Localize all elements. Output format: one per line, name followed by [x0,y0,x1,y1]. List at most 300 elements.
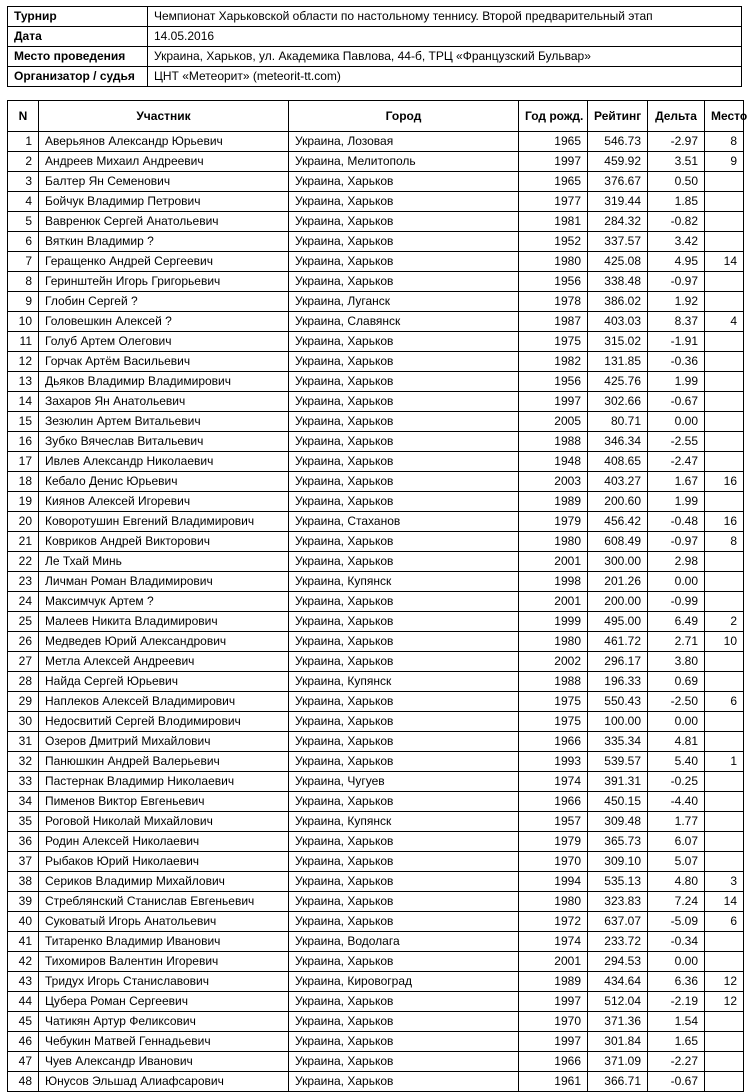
cell-participant: Аверьянов Александр Юрьевич [39,132,289,152]
cell-birth-year: 2001 [519,592,588,612]
cell-rating: 608.49 [588,532,648,552]
cell-birth-year: 1972 [519,912,588,932]
cell-birth-year: 2001 [519,552,588,572]
cell-delta: 0.00 [648,572,705,592]
cell-number: 36 [8,832,39,852]
table-row [8,552,744,572]
table-row [8,972,744,992]
cell-number: 35 [8,812,39,832]
cell-rating: 338.48 [588,272,648,292]
cell-place: 14 [705,252,744,272]
info-row-venue [8,47,742,67]
table-row [8,372,744,392]
cell-rating: 366.71 [588,1072,648,1092]
cell-birth-year: 1997 [519,392,588,412]
cell-delta: 6.07 [648,832,705,852]
cell-participant: Дьяков Владимир Владимирович [39,372,289,392]
cell-city: Украина, Харьков [289,732,519,752]
cell-city: Украина, Харьков [289,1072,519,1092]
cell-delta: 5.40 [648,752,705,772]
cell-city: Украина, Харьков [289,432,519,452]
cell-delta: 2.71 [648,632,705,652]
cell-number: 17 [8,452,39,472]
cell-place: 10 [705,632,744,652]
cell-place: 16 [705,472,744,492]
cell-city: Украина, Харьков [289,412,519,432]
cell-participant: Панюшкин Андрей Валерьевич [39,752,289,772]
cell-participant: Наплеков Алексей Владимирович [39,692,289,712]
cell-participant: Малеев Никита Владимирович [39,612,289,632]
cell-rating: 425.08 [588,252,648,272]
cell-place: 12 [705,972,744,992]
table-row [8,672,744,692]
cell-place [705,492,744,512]
cell-number: 16 [8,432,39,452]
cell-city: Украина, Харьков [289,552,519,572]
cell-place [705,192,744,212]
cell-rating: 284.32 [588,212,648,232]
cell-participant: Ле Тхай Минь [39,552,289,572]
cell-birth-year: 1997 [519,992,588,1012]
cell-city: Украина, Харьков [289,592,519,612]
cell-city: Украина, Харьков [289,892,519,912]
cell-birth-year: 1978 [519,292,588,312]
cell-place [705,1072,744,1092]
cell-rating: 408.65 [588,452,648,472]
cell-rating: 200.60 [588,492,648,512]
cell-city: Украина, Харьков [289,752,519,772]
cell-birth-year: 1988 [519,672,588,692]
cell-rating: 302.66 [588,392,648,412]
cell-delta: 5.07 [648,852,705,872]
cell-place: 8 [705,132,744,152]
cell-rating: 309.10 [588,852,648,872]
cell-participant: Геращенко Андрей Сергеевич [39,252,289,272]
cell-participant: Зубко Вячеслав Витальевич [39,432,289,452]
cell-rating: 459.92 [588,152,648,172]
cell-delta: -2.19 [648,992,705,1012]
cell-participant: Балтер Ян Семенович [39,172,289,192]
cell-birth-year: 1974 [519,932,588,952]
results-header-row [8,101,744,132]
cell-delta: -0.67 [648,1072,705,1092]
cell-place [705,552,744,572]
table-row [8,312,744,332]
cell-place [705,652,744,672]
tournament-info-body [8,7,742,87]
cell-participant: Пастернак Владимир Николаевич [39,772,289,792]
cell-place: 3 [705,872,744,892]
cell-rating: 371.36 [588,1012,648,1032]
cell-delta: -2.55 [648,432,705,452]
cell-birth-year: 1989 [519,972,588,992]
table-row [8,412,744,432]
cell-number: 40 [8,912,39,932]
table-row [8,1012,744,1032]
cell-delta: -2.27 [648,1052,705,1072]
cell-participant: Ивлев Александр Николаевич [39,452,289,472]
cell-number: 30 [8,712,39,732]
table-row [8,192,744,212]
table-row [8,652,744,672]
cell-participant: Озеров Дмитрий Михайлович [39,732,289,752]
cell-participant: Тридух Игорь Станиславович [39,972,289,992]
cell-participant: Вяткин Владимир ? [39,232,289,252]
cell-birth-year: 1966 [519,732,588,752]
cell-delta: 1.77 [648,812,705,832]
cell-number: 48 [8,1072,39,1092]
cell-rating: 434.64 [588,972,648,992]
cell-city: Украина, Харьков [289,332,519,352]
cell-birth-year: 1980 [519,532,588,552]
table-row [8,912,744,932]
table-row [8,812,744,832]
cell-place [705,412,744,432]
cell-birth-year: 1977 [519,192,588,212]
cell-participant: Сериков Владимир Михайлович [39,872,289,892]
cell-city: Украина, Харьков [289,452,519,472]
cell-place [705,452,744,472]
cell-number: 42 [8,952,39,972]
cell-birth-year: 1975 [519,692,588,712]
cell-birth-year: 1966 [519,1052,588,1072]
cell-delta: -2.50 [648,692,705,712]
cell-number: 27 [8,652,39,672]
cell-place [705,952,744,972]
cell-place [705,792,744,812]
cell-rating: 294.53 [588,952,648,972]
cell-city: Украина, Харьков [289,652,519,672]
table-row [8,752,744,772]
cell-delta: 3.80 [648,652,705,672]
cell-delta: -0.99 [648,592,705,612]
table-row [8,212,744,232]
info-row-organizer [8,67,742,87]
table-row [8,432,744,452]
col-header-delta: Дельта [648,101,705,132]
cell-participant: Горчак Артём Васильевич [39,352,289,372]
cell-place [705,432,744,452]
info-label-venue: Место проведения [8,47,148,67]
cell-participant: Коворотушин Евгений Владимирович [39,512,289,532]
cell-delta: 1.67 [648,472,705,492]
cell-birth-year: 2005 [519,412,588,432]
info-label-date: Дата [8,27,148,47]
cell-participant: Рыбаков Юрий Николаевич [39,852,289,872]
cell-participant: Юнусов Эльшад Алиафсарович [39,1072,289,1092]
table-row [8,512,744,532]
cell-number: 34 [8,792,39,812]
cell-birth-year: 1981 [519,212,588,232]
cell-rating: 535.13 [588,872,648,892]
cell-city: Украина, Харьков [289,352,519,372]
table-row [8,892,744,912]
cell-rating: 315.02 [588,332,648,352]
cell-participant: Стреблянский Станислав Евгеньевич [39,892,289,912]
cell-delta: 3.51 [648,152,705,172]
table-row [8,572,744,592]
cell-number: 12 [8,352,39,372]
cell-number: 23 [8,572,39,592]
cell-number: 24 [8,592,39,612]
cell-rating: 539.57 [588,752,648,772]
cell-city: Украина, Харьков [289,492,519,512]
info-row-tournament [8,7,742,27]
cell-rating: 637.07 [588,912,648,932]
cell-participant: Зезюлин Артем Витальевич [39,412,289,432]
cell-birth-year: 1980 [519,632,588,652]
table-row [8,1032,744,1052]
cell-place [705,772,744,792]
cell-number: 8 [8,272,39,292]
cell-place [705,732,744,752]
cell-place [705,392,744,412]
cell-participant: Захаров Ян Анатольевич [39,392,289,412]
cell-rating: 309.48 [588,812,648,832]
cell-city: Украина, Харьков [289,852,519,872]
cell-number: 45 [8,1012,39,1032]
cell-birth-year: 1987 [519,312,588,332]
cell-city: Украина, Купянск [289,572,519,592]
table-row [8,1072,744,1092]
info-row-date [8,27,742,47]
cell-rating: 456.42 [588,512,648,532]
table-row [8,852,744,872]
cell-delta: -1.91 [648,332,705,352]
cell-participant: Медведев Юрий Александрович [39,632,289,652]
cell-birth-year: 1979 [519,512,588,532]
table-row [8,332,744,352]
cell-birth-year: 1989 [519,492,588,512]
cell-participant: Чуев Александр Иванович [39,1052,289,1072]
table-row [8,712,744,732]
cell-birth-year: 1997 [519,1032,588,1052]
cell-rating: 403.03 [588,312,648,332]
cell-delta: 2.98 [648,552,705,572]
table-row [8,732,744,752]
cell-city: Украина, Стаханов [289,512,519,532]
cell-city: Украина, Харьков [289,612,519,632]
cell-number: 33 [8,772,39,792]
cell-city: Украина, Харьков [289,212,519,232]
col-header-birth-year: Год рожд. [519,101,588,132]
cell-place: 6 [705,692,744,712]
cell-delta: 4.95 [648,252,705,272]
cell-city: Украина, Водолага [289,932,519,952]
cell-number: 6 [8,232,39,252]
cell-participant: Вавренюк Сергей Анатольевич [39,212,289,232]
cell-delta: -0.82 [648,212,705,232]
table-row [8,272,744,292]
cell-number: 37 [8,852,39,872]
cell-participant: Геринштейн Игорь Григорьевич [39,272,289,292]
cell-delta: 1.99 [648,372,705,392]
cell-number: 15 [8,412,39,432]
cell-place [705,932,744,952]
cell-delta: -0.97 [648,272,705,292]
cell-rating: 201.26 [588,572,648,592]
cell-rating: 296.17 [588,652,648,672]
cell-city: Украина, Харьков [289,372,519,392]
cell-city: Украина, Лозовая [289,132,519,152]
cell-delta: 1.99 [648,492,705,512]
cell-birth-year: 1957 [519,812,588,832]
cell-city: Украина, Харьков [289,832,519,852]
cell-place: 16 [705,512,744,532]
table-row [8,292,744,312]
cell-rating: 550.43 [588,692,648,712]
cell-rating: 196.33 [588,672,648,692]
cell-birth-year: 1993 [519,752,588,772]
cell-place [705,232,744,252]
cell-participant: Головешкин Алексей ? [39,312,289,332]
cell-number: 43 [8,972,39,992]
table-row [8,932,744,952]
cell-rating: 546.73 [588,132,648,152]
col-header-rating: Рейтинг [588,101,648,132]
cell-delta: 6.36 [648,972,705,992]
cell-birth-year: 1956 [519,272,588,292]
cell-birth-year: 1975 [519,332,588,352]
cell-place [705,592,744,612]
cell-rating: 425.76 [588,372,648,392]
cell-place: 6 [705,912,744,932]
cell-rating: 301.84 [588,1032,648,1052]
cell-place [705,212,744,232]
cell-rating: 346.34 [588,432,648,452]
cell-city: Украина, Мелитополь [289,152,519,172]
cell-number: 44 [8,992,39,1012]
cell-number: 32 [8,752,39,772]
cell-place [705,272,744,292]
table-row [8,632,744,652]
table-row [8,952,744,972]
cell-delta: 0.00 [648,952,705,972]
cell-city: Украина, Харьков [289,1032,519,1052]
cell-rating: 335.34 [588,732,648,752]
cell-birth-year: 1980 [519,892,588,912]
cell-participant: Недосвитий Сергей Влодимирович [39,712,289,732]
cell-participant: Родин Алексей Николаевич [39,832,289,852]
cell-place: 9 [705,152,744,172]
cell-birth-year: 1999 [519,612,588,632]
cell-birth-year: 1966 [519,792,588,812]
cell-participant: Найда Сергей Юрьевич [39,672,289,692]
cell-birth-year: 1998 [519,572,588,592]
cell-birth-year: 1961 [519,1072,588,1092]
cell-place [705,1032,744,1052]
results-table [7,100,747,1092]
cell-participant: Киянов Алексей Игоревич [39,492,289,512]
cell-number: 22 [8,552,39,572]
cell-number: 38 [8,872,39,892]
table-row [8,792,744,812]
cell-place [705,832,744,852]
cell-birth-year: 1948 [519,452,588,472]
cell-number: 9 [8,292,39,312]
cell-delta: 0.00 [648,412,705,432]
cell-number: 10 [8,312,39,332]
cell-delta: 1.65 [648,1032,705,1052]
cell-city: Украина, Харьков [289,192,519,212]
cell-delta: 7.24 [648,892,705,912]
cell-place [705,672,744,692]
cell-birth-year: 1980 [519,252,588,272]
cell-place: 14 [705,892,744,912]
cell-delta: 3.42 [648,232,705,252]
cell-birth-year: 1970 [519,852,588,872]
cell-number: 29 [8,692,39,712]
cell-number: 20 [8,512,39,532]
cell-place: 8 [705,532,744,552]
cell-place [705,1052,744,1072]
cell-participant: Суковатый Игорь Анатольевич [39,912,289,932]
cell-participant: Андреев Михаил Андреевич [39,152,289,172]
cell-delta: 4.80 [648,872,705,892]
cell-birth-year: 1975 [519,712,588,732]
cell-participant: Ковриков Андрей Викторович [39,532,289,552]
cell-city: Украина, Харьков [289,272,519,292]
info-value-date: 14.05.2016 [148,27,742,47]
col-header-participant: Участник [39,101,289,132]
table-row [8,992,744,1012]
table-row [8,232,744,252]
cell-rating: 450.15 [588,792,648,812]
table-row [8,772,744,792]
cell-rating: 323.83 [588,892,648,912]
cell-delta: 0.00 [648,712,705,732]
table-row [8,172,744,192]
cell-rating: 512.04 [588,992,648,1012]
cell-delta: 6.49 [648,612,705,632]
cell-number: 21 [8,532,39,552]
cell-birth-year: 1965 [519,172,588,192]
cell-city: Украина, Купянск [289,672,519,692]
cell-rating: 319.44 [588,192,648,212]
cell-birth-year: 2001 [519,952,588,972]
table-row [8,352,744,372]
cell-participant: Титаренко Владимир Иванович [39,932,289,952]
cell-participant: Роговой Николай Михайлович [39,812,289,832]
cell-delta: 1.54 [648,1012,705,1032]
cell-city: Украина, Харьков [289,1052,519,1072]
table-row [8,492,744,512]
cell-place [705,172,744,192]
cell-number: 7 [8,252,39,272]
cell-delta: -4.40 [648,792,705,812]
cell-number: 5 [8,212,39,232]
cell-place [705,852,744,872]
cell-birth-year: 1956 [519,372,588,392]
cell-participant: Цубера Роман Сергеевич [39,992,289,1012]
cell-participant: Чебукин Матвей Геннадьевич [39,1032,289,1052]
cell-rating: 391.31 [588,772,648,792]
info-label-tournament: Турнир [8,7,148,27]
cell-number: 41 [8,932,39,952]
cell-city: Украина, Харьков [289,952,519,972]
table-row [8,392,744,412]
cell-city: Украина, Харьков [289,792,519,812]
cell-number: 13 [8,372,39,392]
cell-place [705,372,744,392]
table-row [8,252,744,272]
cell-rating: 80.71 [588,412,648,432]
tournament-info-table [7,6,742,87]
cell-participant: Метла Алексей Андреевич [39,652,289,672]
cell-birth-year: 1994 [519,872,588,892]
cell-city: Украина, Харьков [289,232,519,252]
cell-city: Украина, Харьков [289,252,519,272]
